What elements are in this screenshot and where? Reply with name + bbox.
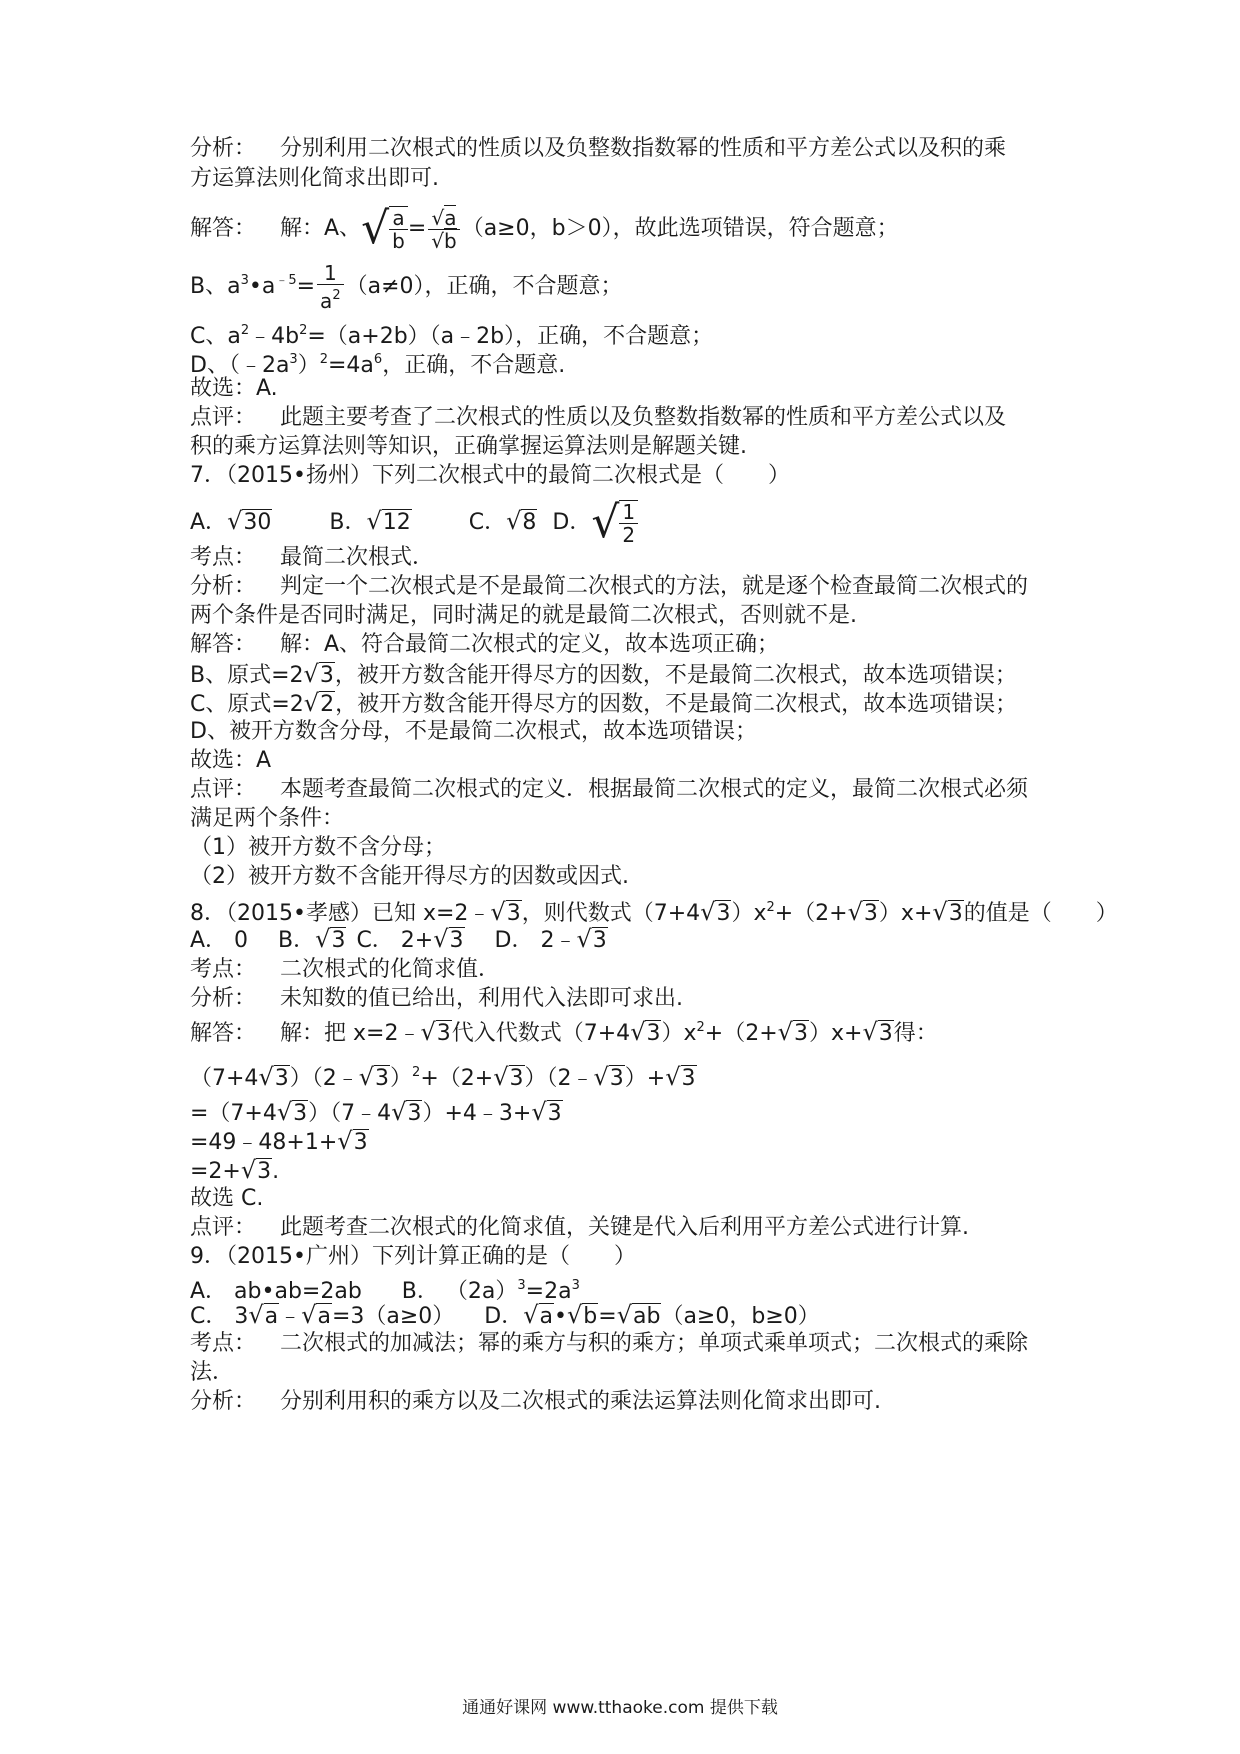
question-9-options-ab: A． ab•ab=2ab B． $(2a)^3=2a^3$ bbox=[190, 1278, 580, 1304]
analysis-9: 分析： 分别利用积的乘方以及二次根式的乘法运算法则化简求出即可. bbox=[190, 1389, 881, 1414]
sqrt-fraction: √ $\frac{a}{b}$ bbox=[361, 206, 408, 252]
analysis-7: 分析： 判定一个二次根式是不是最简二次根式的方法，就是逐个检查最简二次根式的 bbox=[190, 574, 1029, 599]
answer-7: 解答： 解：A、符合最简二次根式的定义，故本选项正确； bbox=[190, 632, 780, 657]
question-9: 9．（2015•广州）下列计算正确的是（ ） bbox=[190, 1244, 636, 1269]
knowledge-point-9-line-2: 法． bbox=[190, 1360, 235, 1385]
question-7: 7．（2015•扬州）下列二次根式中的最简二次根式是（ ） bbox=[190, 463, 790, 488]
equation-line-3: =49﹣48+1+√3 bbox=[190, 1127, 368, 1155]
text: 解：A、 bbox=[280, 216, 362, 241]
choice-line: 故选：A. bbox=[190, 376, 278, 401]
comment-8: 点评： 此题考查二次根式的化简求值，关键是代入后利用平方差公式进行计算. bbox=[190, 1215, 969, 1240]
label: 解答： bbox=[190, 216, 257, 241]
comment-7-cond-2: （2）被开方数不含能开得尽方的因数或因式. bbox=[190, 864, 629, 889]
comment-7-cond-1: （1）被开方数不含分母； bbox=[190, 835, 446, 860]
comment-7: 点评： 本题考查最简二次根式的定义．根据最简二次根式的定义，最简二次根式必须 bbox=[190, 777, 1029, 802]
knowledge-point-8: 考点： 二次根式的化简求值． bbox=[190, 957, 501, 982]
page-footer: 通通好课网 www.tthaoke.com 提供下载 bbox=[462, 1698, 778, 1718]
analysis-8: 分析： 未知数的值已给出，利用代入法即可求出. bbox=[190, 986, 683, 1011]
text: 分别利用二次根式的性质以及负整数指数幂的性质和平方差公式以及积的乘 bbox=[280, 136, 1007, 161]
equals: = bbox=[407, 216, 427, 241]
question-8: 8．（2015•孝感）已知 x=2﹣√3，则代数式$(7+4√3)x^2+(2+√3)x+√3$的值是（ ） bbox=[190, 898, 1118, 926]
question-8-options: A． 0 B．√3 C． 2+√3 D． 2﹣√3 bbox=[190, 925, 607, 953]
choice-7: 故选：A bbox=[190, 748, 272, 773]
question-9-options-cd: C． 3√a﹣√a=3（a≥0） D．√a•√b=√ab（a≥0，b≥0） bbox=[190, 1301, 820, 1329]
knowledge-point-9: 考点： 二次根式的加减法；幂的乘方与积的乘方；单项式乘单项式；二次根式的乘除 bbox=[190, 1331, 1029, 1356]
fraction: $\frac{1}{a^2}$ bbox=[317, 262, 344, 312]
choice-8: 故选 C. bbox=[190, 1186, 264, 1211]
equation-line-2: =（7+4√3）（7﹣4√3）+4﹣3+√3 bbox=[190, 1098, 562, 1126]
answer-line-c: C、$a^2﹣4b^2=(a+2b)(a﹣2b)$，正确，不合题意； bbox=[190, 323, 714, 349]
answer-line-b: B、$a^3•a^{﹣5}=$ $\frac{1}{a^2}$ （a≠0），正确，不合题意； bbox=[190, 261, 623, 313]
analysis-7-line-2: 两个条件是否同时满足，同时满足的就是最简二次根式，否则就不是. bbox=[190, 603, 857, 628]
answer-line-d: D、$(﹣2a^3)^2=4a^6$，正确，不合题意. bbox=[190, 352, 566, 378]
equation-line-1: （7+4√3）（2﹣√3）$^2$+（2+√3）（2﹣√3）+√3 bbox=[190, 1063, 696, 1091]
answer-8: 解答： 解：把 x=2﹣√3代入代数式$(7+4√3)x^2+(2+√3)x+√3$得： bbox=[190, 1018, 938, 1046]
analysis-line-2: 方运算法则化简求出即可. bbox=[190, 166, 439, 191]
answer-7-d: D、被开方数含分母，不是最简二次根式，故本选项错误； bbox=[190, 719, 757, 744]
answer-line-a bbox=[190, 203, 899, 254]
answer-7-b: B、原式=2√3，被开方数含能开得尽方的因数，不是最简二次根式，故本选项错误； bbox=[190, 660, 1017, 688]
analysis-line bbox=[190, 134, 1006, 164]
comment-line: 点评： 此题主要考查了二次根式的性质以及负整数指数幂的性质和平方差公式以及 bbox=[190, 405, 1007, 430]
knowledge-point-7: 考点： 最简二次根式． bbox=[190, 545, 435, 570]
question-7-options: A．√30 B．√12 C．√8 D．√ $\frac{1}{2}$ bbox=[190, 500, 638, 546]
answer-7-c: C、原式=2√2，被开方数含能开得尽方的因数，不是最简二次根式，故本选项错误； bbox=[190, 689, 1018, 717]
text: （a≥0，b＞0），故此选项错误，符合题意； bbox=[461, 216, 899, 241]
comment-7-line-2: 满足两个条件： bbox=[190, 806, 345, 831]
comment-line-2: 积的乘方运算法则等知识，正确掌握运算法则是解题关键. bbox=[190, 434, 747, 459]
fraction-sqrt: $\frac{√a}{√b}$ bbox=[428, 207, 459, 252]
equation-line-4: =2+√3. bbox=[190, 1156, 280, 1184]
label: 分析： bbox=[190, 136, 257, 161]
